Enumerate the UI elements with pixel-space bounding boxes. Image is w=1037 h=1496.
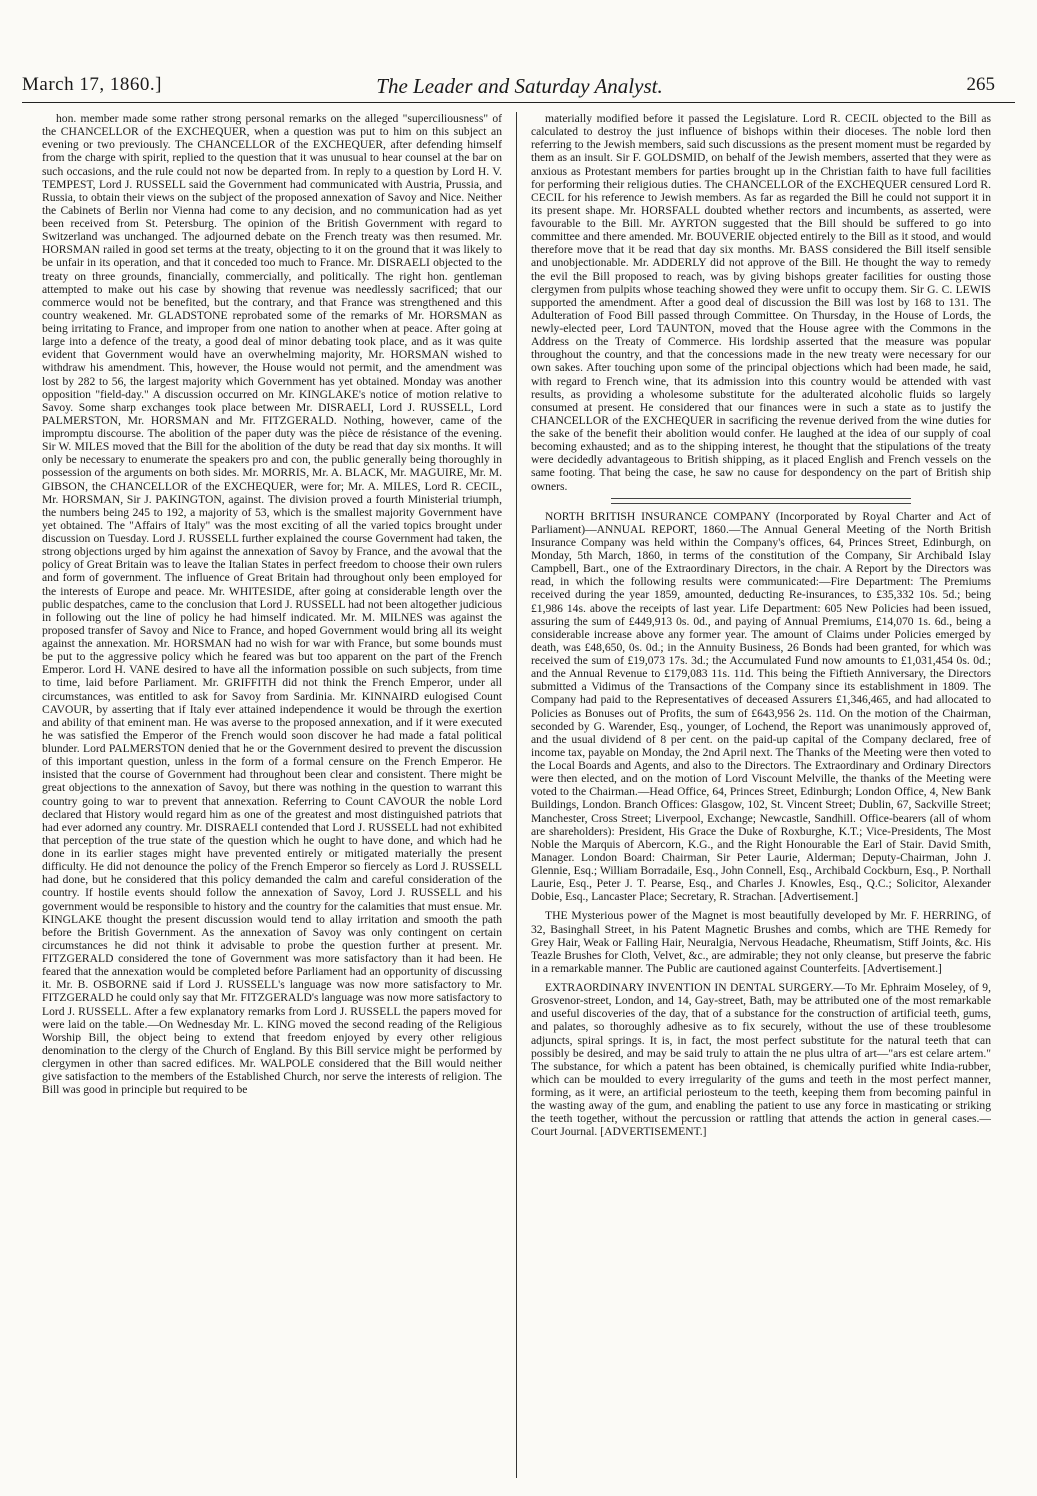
publication-title: The Leader and Saturday Analyst. <box>376 74 663 98</box>
right-column <box>531 112 991 1478</box>
parliament-summary-paragraph: hon. member made some rather strong personal remarks on the alleged "superciliousness" of the CHANCELLOR of the EXCHEQUER, when a question was put to him on this subject an evening or two previously. The CHANCELLOR of the EXCHEQUER, after defending himself from the charge with spirit, replied to the question that it was unusual to hear counsel at the bar on such occasions, and the rule could not now be departed from. In reply to a question by Lord H. V. TEMPEST, Lord J. RUSSELL said the Government had communicated with Austria, Prussia, and Russia, to obtain their views on the subject of the proposed annexation of Savoy and Nice. Neither the Cabinets of Berlin nor Vienna had come to any decision, and no communication had as yet been received from St. Petersburg. The opinion of the British Government with regard to Switzerland was unchanged. The adjourned debate on the French treaty was then resumed. Mr. HORSMAN railed in good set terms at the treaty, objecting to it on the ground that it was likely to be unfair in its operation, and that it conceded too much to France. Mr. DISRAELI objected to the treaty on three grounds, financially, commercially, and politically. The right hon. gentleman attempted to make out his case by showing that revenue was needlessly sacrificed; that our commerce would not be benefited, but the contrary, and that France was strengthened and this country weakened. Mr. GLADSTONE reprobated some of the remarks of Mr. HORSMAN as being irritating to France, and improper from one nation to another when at peace. After going at large into a defence of the treaty, a good deal of minor debating took place, and as it was quite evident that Government would have an overwhelming majority, Mr. HORSMAN wished to withdraw his amendment. This, however, the House would not permit, and the amendment was lost by 282 to 56, the largest majority which Government has yet obtained. Monday was another opposition "field-day." A discussion occurred on Mr. KINGLAKE's notice of motion relative to Savoy. Some sharp exchanges took place between Mr. DISRAELI, Lord J. RUSSELL, Lord PALMERSTON, Mr. HORSMAN and Mr. FITZGERALD. Nothing, however, came of the impromptu discourse. The abolition of the paper duty was the pièce de résistance of the evening. Sir W. MILES moved that the Bill for the abolition of the duty be read that day six months. It will only be necessary to enumerate the speakers pro and con, the public generally being thoroughly in possession of the arguments on both sides. Mr. MORRIS, Mr. A. BLACK, Mr. MAGUIRE, Mr. M. GIBSON, the CHANCELLOR of the EXCHEQUER, were for; Mr. A. MILES, Lord R. CECIL, Mr. HORSMAN, Sir J. PAKINGTON, against. The division proved a fourth Ministerial triumph, the numbers being 245 to 192, a majority of 53, which is the smallest majority Government have yet obtained. The "Affairs of Italy" was the most exciting of all the varied topics brought under discussion on Tuesday. Lord J. RUSSELL further explained the course Government had taken, the strong objections urged by him against the annexation of Savoy by France, and the avowal that the policy of Great Britain was to leave the Italian States in perfect freedom to choose their own rulers and form of government. The influence of Great Britain had throughout only been employed for the interests of Europe and peace. Mr. WHITESIDE, after going at considerable length over the public despatches, came to the conclusion that Lord J. RUSSELL had not been altogether judicious in following out the line of policy he had himself indicated. Mr. M. MILNES was against the proposed transfer of Savoy and Nice to France, and hoped Government would bring all its weight against the annexation. Mr. HORSMAN had no wish for war with France, but some bounds must be put to the aggressive policy which he feared was but too apparent on the part of the French Emperor. Lord H. VANE desired to have all the information possible on such subjects, from time to time, laid before Parliament. Mr. GRIFFITH did not think the French Emperor, under all circumstances, was entitled to ask for Savoy from Sardinia. Mr. KINNAIRD eulogised Count CAVOUR, by asserting that if Italy ever attained independence it would be through the exertion and ability of that eminent man. He was averse to the proposed annexation, and if it were executed he was satisfied the Emperor of the French would soon discover he had made a fatal political blunder. Lord PALMERSTON denied that he or the Government desired to prevent the discussion of this important question, unless in the form of a formal censure on the French Emperor. He insisted that the course of Government had throughout been clear and consistent. There might be great objections to the annexation of Savoy, but there was nothing in the question to warrant this country going to war to prevent that annexation. Referring to Count CAVOUR the noble Lord declared that History would regard him as one of the greatest and most distinguished patriots that had ever adorned any country. Mr. DISRAELI contended that Lord J. RUSSELL had not exhibited that perception of the true state of the question which he ought to have done, and which had he done in its earlier stages might have prevented entirely or mitigated materially the present difficulty. He did not denounce the policy of the French Emperor so fiercely as Lord J. RUSSELL had done, but he considered that this policy demanded the calm and careful consideration of the country. If hostile events should follow the annexation of Savoy, Lord J. RUSSELL and his government would be responsible to history and the country for the calamities that must ensue. Mr. KINGLAKE thought the present discussion would tend to allay irritation and smooth the path before the British Government. As the annexation of Savoy was only contingent on certain circumstances he did not think it advisable to probe the question further at present. Mr. FITZGERALD considered the tone of Government was more satisfactory than it had been. He feared that the annexation would be completed before Parliament had an opportunity of discussing it. Mr. B. OSBORNE said if Lord J. RUSSELL's language was now more satisfactory to Mr. FITZGERALD he could only say that Mr. FITZGERALD's language was now more satisfactory to Lord J. RUSSELL. After a few explanatory remarks from Lord J. RUSSELL the papers moved for were laid on the table.—On Wednesday Mr. L. KING moved the second reading of the Religious Worship Bill, the object being to extend that freedom enjoyed by every other religious denomination to the clergy of the Church of England. By this Bill service might be performed by clergymen in other than sacred edifices. Mr. WALPOLE considered that the Bill would neither give satisfaction to the members of the Established Church, nor serve the interests of religion. The Bill was good in principle but required to be <box>42 112 502 1097</box>
article-columns <box>42 112 995 1478</box>
magnet-advertisement: THE Mysterious power of the Magnet is most beautifully developed by Mr. F. HERRING, of 32, Basinghall Street, in his Patent Magnetic Brushes and combs, which are THE Remedy for Grey Hair, Weak or Falling Hair, Neuralgia, Nervous Headache, Rheumatism, Stiff Joints, &c. His Teazle Brushes for Cloth, Velvet, &c., are admirable; they not only cleanse, but preserve the fabric in a remarkable manner. The Public are cautioned against Counterfeits. [Advertisement.] <box>531 909 991 975</box>
page-number: 265 <box>966 74 995 95</box>
left-column <box>42 112 502 1478</box>
section-divider <box>611 498 911 499</box>
insurance-advertisement: NORTH BRITISH INSURANCE COMPANY (Incorporated by Royal Charter and Act of Parliament)—ANNUAL REPORT, 1860.—The Annual General Meeting of the North British Insurance Company was held within the Company's offices, 64, Princes Street, Edinburgh, on Monday, 5th March, 1860, in terms of the constitution of the Company, Sir Archibald Islay Campbell, Bart., one of the Extraordinary Directors, in the chair. A Report by the Directors was read, in which the following results were communicated:—Fire Department: The Premiums received during the year 1859, amounted, deducting Re-insurances, to £35,332 10s. 5d.; being £1,986 14s. above the receipts of last year. Life Department: 605 New Policies had been issued, assuring the sum of £449,913 0s. 0d., and paying of Annual Premiums, £14,070 1s. 6d., being a considerable increase above any former year. The amount of Claims under Policies emerged by death, was £48,650, 0s. 0d.; in the Annuity Business, 26 Bonds had been granted, for which was received the sum of £19,073 17s. 3d.; the Accumulated Fund now amounts to £1,031,454 0s. 0d.; and the Annual Revenue to £179,083 11s. 11d. This being the Fiftieth Anniversary, the Directors submitted a Vidimus of the Transactions of the Company since its establishment in 1809. The Company had paid to the Representatives of deceased Assurers £1,346,465, and had allocated to Policies as Bonuses out of Profits, the sum of £643,956 2s. 11d. On the motion of the Chairman, seconded by G. Warender, Esq., younger, of Lochend, the Report was unanimously approved of, and the usual dividend of 8 per cent. on the paid-up capital of the Company declared, free of income tax, payable on Monday, the 2nd April next. The Thanks of the Meeting were then voted to the Local Boards and Agents, and also to the Directors. The Extraordinary and Ordinary Directors were then elected, and on the motion of Lord Viscount Melville, the thanks of the Meeting were voted to the Chairman.—Head Office, 64, Princes Street, Edinburgh; London Office, 4, New Bank Buildings, London. Branch Offices: Glasgow, 102, St. Vincent Street; Dublin, 67, Sackville Street; Manchester, Cross Street; Liverpool, Exchange; Newcastle, Sandhill. Office-bearers (all of whom are shareholders): President, His Grace the Duke of Roxburghe, K.T.; Vice-Presidents, The Most Noble the Marquis of Abercorn, K.G., and the Right Honourable the Earl of Stair. David Smith, Manager. London Board: Chairman, Sir Peter Laurie, Alderman; Deputy-Chairman, John J. Glennie, Esq.; William Borradaile, Esq., John Connell, Esq., Archibald Cockburn, Esq., P. Northall Laurie, Esq., Peter J. T. Pearse, Esq., and Charles J. Knowles, Esq., Q.C.; Solicitor, Alexander Dobie, Esq., Lancaster Place; Secretary, R. Strachan. [Advertisement.] <box>531 509 991 904</box>
section-divider-double <box>611 503 911 504</box>
issue-date: March 17, 1860.] <box>22 74 162 95</box>
header-rule <box>22 102 1015 103</box>
dental-advertisement: EXTRAORDINARY INVENTION IN DENTAL SURGERY.—To Mr. Ephraim Moseley, of 9, Grosvenor-street, London, and 14, Gay-street, Bath, may be attributed one of the most remarkable and useful discoveries of the day, that of a substance for the construction of artificial teeth, gums, and palates, so thoroughly adhesive as to fix securely, without the use of these troublesome adjuncts, spiral springs. It is, in fact, the most perfect substitute for the natural teeth that can possibly be desired, and may be said truly to attain the ne plus ultra of art—"ars est celare artem." The substance, for which a patent has been obtained, is chemically purified white India-rubber, which can be moulded to every irregularity of the gums and teeth in the most perfect manner, forming, as it were, an artificial periosteum to the teeth, keeping them from becoming painful in the wasting away of the gum, and enabling the patient to use any force in masticating or striking the teeth together, without the percussion or rattling that attends the action in general cases.—Court Journal. [ADVERTISEMENT.] <box>531 981 991 1139</box>
page-header <box>22 74 1017 102</box>
parliament-continuation-paragraph: materially modified before it passed the Legislature. Lord R. CECIL objected to the Bill as calculated to destroy the just influence of bishops within their dioceses. The noble lord then referring to the Jewish members, said such discussions as the present moment must be regarded by them as an insult. Sir F. GOLDSMID, on behalf of the Jewish members, asserted that they were as anxious as Protestant members for parties brought up in the Christian faith to have full facilities for performing their religious duties. The CHANCELLOR of the EXCHEQUER censured Lord R. CECIL for his reference to Jewish members. As far as regarded the Bill he could not support it in its present shape. Mr. HORSFALL doubted whether rectors and incumbents, as asserted, were favourable to the Bill. Mr. AYRTON suggested that the Bill should be suffered to go into committee and there amended. Mr. BOUVERIE objected entirely to the Bill as it stood, and would therefore move that it be read that day six months. Mr. BASS considered the Bill itself sensible and unobjectionable. Mr. ADDERLY did not approve of the Bill. He thought the way to remedy the evil the Bill proposed to reach, was by giving bishops greater facilities for ousting those clergymen from pulpits whose teaching showed they were unfit to occupy them. Sir G. C. LEWIS supported the amendment. After a good deal of discussion the Bill was lost by 168 to 131. The Adulteration of Food Bill passed through Committee. On Thursday, in the House of Lords, the newly-elected peer, Lord TAUNTON, moved that the House agree with the Commons in the Address on the Treaty of Commerce. His lordship asserted that the measure was popular throughout the country, and that the concessions made in the new treaty were necessary for our own sakes. After touching upon some of the principal objections which had been made, he said, with regard to French wine, that its admission into this country would be attended with vast results, as providing a wholesome substitute for the adulterated alcoholic fluids so largely consumed at present. He considered that our finances were in such a state as to justify the CHANCELLOR of the EXCHEQUER in sacrificing the revenue derived from the wine duties for the sake of the benefit their abolition would confer. He laughed at the idea of our supply of coal becoming exhausted; and as to the shipping interest, he thought that the stipulations of the treaty were decidedly advantageous to British shipping, as it placed English and French vessels on the same footing. That being the case, he saw no cause for despondency on the part of British ship owners. <box>531 112 991 493</box>
column-divider <box>516 112 517 1478</box>
